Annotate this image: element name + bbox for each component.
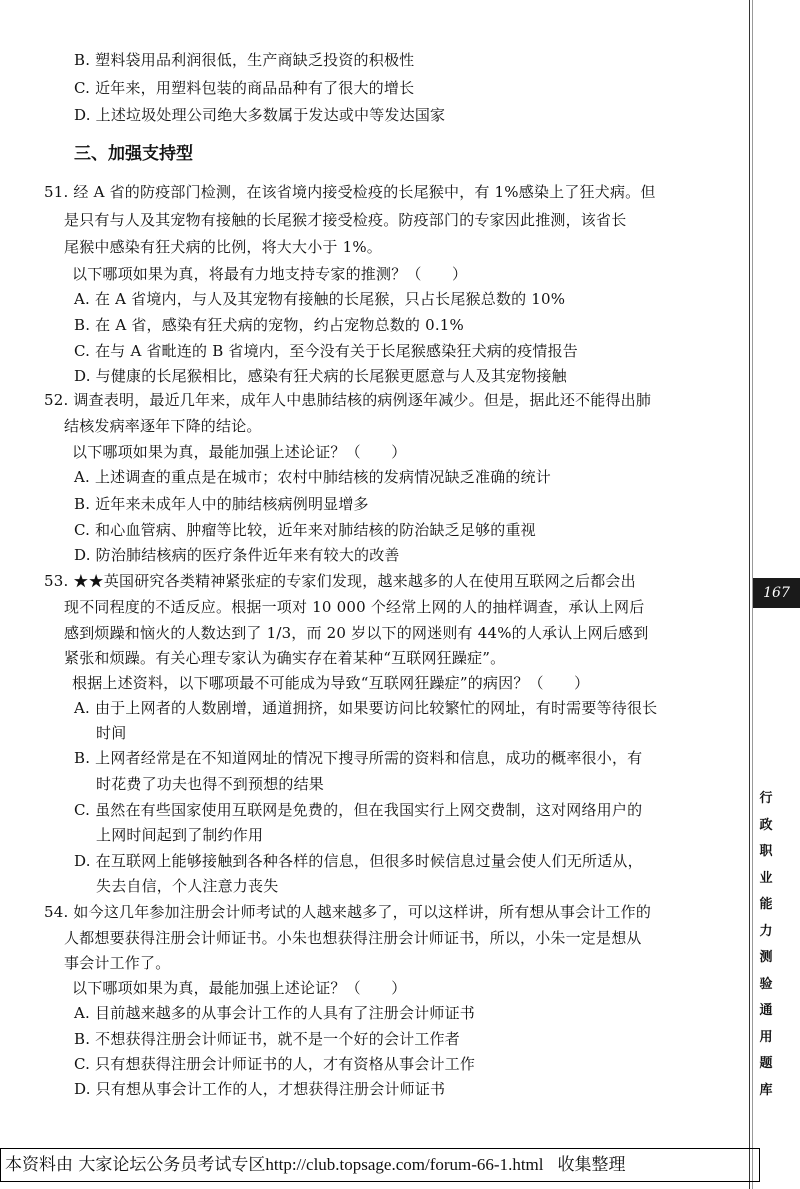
text-line: 根据上述资料，以下哪项最不可能成为导致“互联网狂躁症”的病因？（ ） bbox=[72, 674, 590, 692]
text-line: 以下哪项如果为真，最能加强上述论证？（ ） bbox=[72, 979, 407, 997]
text-line: 紧张和烦躁。有关心理专家认为确实存在着某种“互联网狂躁症”。 bbox=[64, 649, 506, 667]
text-line: 人都想要获得注册会计师证书。小朱也想获得注册会计师证书，所以，小朱一定是想从 bbox=[64, 929, 642, 947]
text-line: 时间 bbox=[96, 724, 127, 742]
text-line: B. 在 A 省，感染有狂犬病的宠物，约占宠物总数的 0.1% bbox=[74, 316, 465, 334]
text-line: C. 和心血管病、肿瘤等比较，近年来对肺结核的防治缺乏足够的重视 bbox=[74, 521, 536, 539]
text-line: D. 上述垃圾处理公司绝大多数属于发达或中等发达国家 bbox=[74, 106, 446, 124]
text-line: 感到烦躁和恼火的人数达到了 1/3，而 20 岁以下的网迷则有 44%的人承认上网后感到 bbox=[64, 624, 649, 642]
text-line: A. 在 A 省境内，与人及其宠物有接触的长尾猴，只占长尾猴总数的 10% bbox=[74, 290, 566, 308]
text-line: 事会计工作了。 bbox=[64, 954, 171, 972]
footer-banner bbox=[0, 1148, 760, 1182]
text-line: 是只有与人及其宠物有接触的长尾猴才接受检疫。防疫部门的专家因此推测，该省长 bbox=[64, 211, 627, 229]
text-line: 结核发病率逐年下降的结论。 bbox=[64, 417, 262, 435]
text-line: D. 与健康的长尾猴相比，感染有狂犬病的长尾猴更愿意与人及其宠物接触 bbox=[74, 367, 567, 385]
text-line: 54. 如今这几年参加注册会计师考试的人越来越多了，可以这样讲，所有想从事会计工作的 bbox=[44, 903, 652, 921]
side-book-title: 行 政 职 业 能 力 测 验 通 用 题 库 bbox=[759, 791, 773, 1098]
text-line: 53. ★★英国研究各类精神紧张症的专家们发现，越来越多的人在使用互联网之后都会出 bbox=[44, 572, 636, 590]
text-line: 尾猴中感染有狂犬病的比例，将大大小于 1%。 bbox=[64, 238, 382, 256]
text-line: 52. 调查表明，最近几年来，成年人中患肺结核的病例逐年减少。但是，据此还不能得出肺 bbox=[44, 391, 652, 409]
footer-prefix: 本资料由 大家论坛公务员考试专区 bbox=[5, 1155, 266, 1175]
footer-suffix: 收集整理 bbox=[557, 1155, 626, 1175]
footer-url-link[interactable]: http://club.topsage.com/forum-66-1.html bbox=[265, 1155, 544, 1174]
text-line: 51. 经 A 省的防疫部门检测，在该省境内接受检疫的长尾猴中，有 1%感染上了狂犬病。但 bbox=[44, 183, 656, 201]
text-line: 现不同程度的不适反应。根据一项对 10 000 个经常上网的人的抽样调查，承认上网后 bbox=[64, 598, 645, 616]
text-line: A. 由于上网者的人数剧增，通道拥挤，如果要访问比较繁忙的网址，有时需要等待很长 bbox=[74, 699, 658, 717]
page-number-tab: 167 bbox=[753, 578, 800, 608]
text-line: D. 只有想从事会计工作的人，才想获得注册会计师证书 bbox=[74, 1080, 446, 1098]
text-line: 时花费了功夫也得不到预想的结果 bbox=[96, 775, 325, 793]
text-line: 以下哪项如果为真，最能加强上述论证？（ ） bbox=[72, 443, 407, 461]
text-line: A. 目前越来越多的从事会计工作的人具有了注册会计师证书 bbox=[74, 1004, 475, 1022]
text-line: 以下哪项如果为真，将最有力地支持专家的推测？（ ） bbox=[72, 265, 468, 283]
text-line: 上网时间起到了制约作用 bbox=[96, 826, 264, 844]
text-line: C. 虽然在有些国家使用互联网是免费的，但在我国实行上网交费制，这对网络用户的 bbox=[74, 801, 643, 819]
text-line: A. 上述调查的重点是在城市；农村中肺结核的发病情况缺乏准确的统计 bbox=[74, 468, 551, 486]
text-line: B. 上网者经常是在不知道网址的情况下搜寻所需的资料和信息，成功的概率很小，有 bbox=[74, 749, 643, 767]
text-line: B. 塑料袋用品利润很低，生产商缺乏投资的积极性 bbox=[74, 51, 415, 69]
text-line: B. 不想获得注册会计师证书，就不是一个好的会计工作者 bbox=[74, 1030, 460, 1048]
section-heading: 三、加强支持型 bbox=[74, 144, 193, 164]
text-line: B. 近年来未成年人中的肺结核病例明显增多 bbox=[74, 495, 369, 513]
text-line: C. 近年来，用塑料包装的商品品种有了很大的增长 bbox=[74, 79, 415, 97]
margin-rule bbox=[749, 0, 750, 1189]
text-line: D. 防治肺结核病的医疗条件近年来有较大的改善 bbox=[74, 546, 400, 564]
text-line: D. 在互联网上能够接触到各种各样的信息，但很多时候信息过量会使人们无所适从， bbox=[74, 852, 643, 870]
text-line: C. 在与 A 省毗连的 B 省境内，至今没有关于长尾猴感染狂犬病的疫情报告 bbox=[74, 342, 579, 360]
text-line: 失去自信，个人注意力丧失 bbox=[96, 877, 279, 895]
text-line: C. 只有想获得注册会计师证书的人，才有资格从事会计工作 bbox=[74, 1055, 476, 1073]
